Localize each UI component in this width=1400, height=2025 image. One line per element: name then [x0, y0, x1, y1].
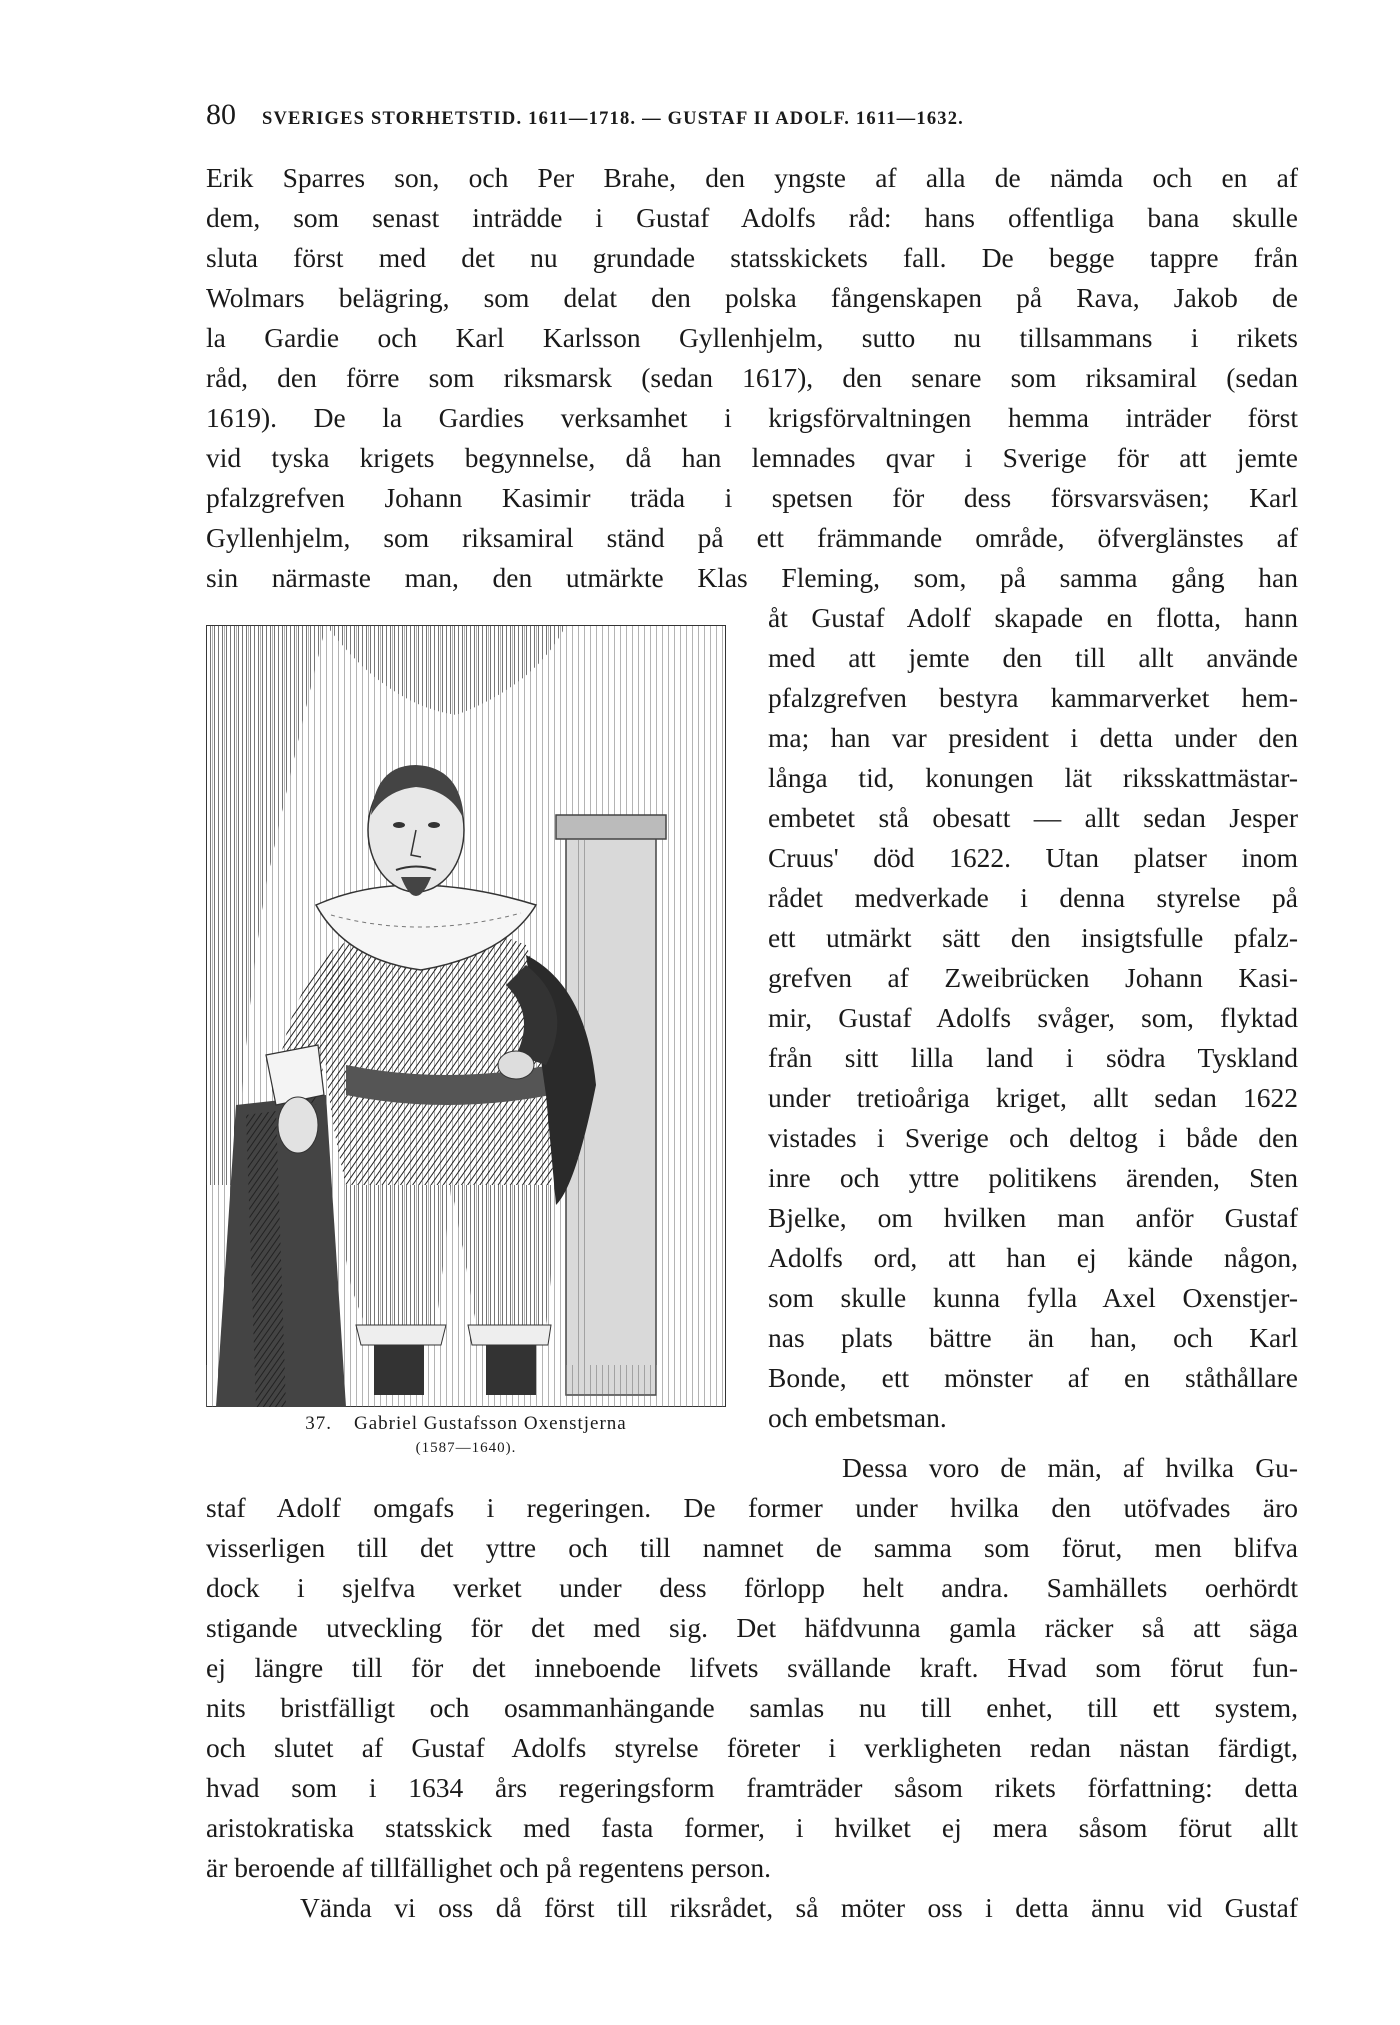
text-line: hvad som i 1634 års regeringsform framträder såsom rikets författning: detta	[206, 1772, 1298, 1803]
text-line: aristokratiska statsskick med fasta former, i hvilket ej mera såsom förut allt	[206, 1812, 1298, 1843]
text-line: pfalzgrefven bestyra kammarverket hem-	[768, 682, 1298, 713]
text-line: Wolmars belägring, som delat den polska fångenskapen på Rava, Jakob de	[206, 282, 1298, 313]
text-line: från sitt lilla land i södra Tyskland	[768, 1042, 1298, 1073]
text-line: Bonde, ett mönster af en ståthållare	[768, 1362, 1298, 1393]
text-line: sluta först med det nu grundade statsskickets fall. De begge tappre från	[206, 242, 1298, 273]
text-line: mir, Gustaf Adolfs svåger, som, flyktad	[768, 1002, 1298, 1033]
text-line: Bjelke, om hvilken man anför Gustaf	[768, 1202, 1298, 1233]
text-line: vistades i Sverige och deltog i både den	[768, 1122, 1298, 1153]
page-number: 80	[206, 98, 236, 131]
text-line: dock i sjelfva verket under dess förlopp helt andra. Samhällets oerhördt	[206, 1572, 1298, 1603]
text-line: är beroende af tillfällighet och på regentens person.	[206, 1852, 772, 1883]
text-line: som skulle kunna fylla Axel Oxenstjer-	[768, 1282, 1298, 1313]
text-line: ett utmärkt sätt den insigtsfulle pfalz-	[768, 922, 1298, 953]
text-line: 1619). De la Gardies verksamhet i krigsförvaltningen hemma inträder först	[206, 402, 1298, 433]
text-line: Gyllenhjelm, som riksamiral ständ på ett främmande område, öfverglänstes af	[206, 522, 1298, 553]
text-line: långa tid, konungen lät riksskattmästar-	[768, 762, 1298, 793]
text-line: pfalzgrefven Johann Kasimir träda i spetsen för dess försvarsväsen; Karl	[206, 482, 1298, 513]
figure-number: 37.	[305, 1413, 333, 1434]
running-head	[206, 98, 1296, 138]
figure-dates: (1587—1640).	[415, 1440, 517, 1456]
figure-caption-text: Gabriel Gustafsson Oxenstjerna	[354, 1413, 627, 1434]
running-title: SVERIGES STORHETSTID. 1611—1718. — GUSTAF II ADOLF. 1611—1632.	[262, 109, 965, 129]
engraved-portrait-illustration	[206, 625, 726, 1407]
text-line: och slutet af Gustaf Adolfs styrelse företer i verkligheten redan nästan färdigt,	[206, 1732, 1298, 1763]
text-line: sin närmaste man, den utmärkte Klas Fleming, som, på samma gång han	[206, 562, 1298, 593]
text-line: staf Adolf omgafs i regeringen. De former under hvilka den utöfvades äro	[206, 1492, 1298, 1523]
text-line: stigande utveckling för det med sig. Det häfdvunna gamla räcker så att säga	[206, 1612, 1298, 1643]
text-line: rådet medverkade i denna styrelse på	[768, 882, 1298, 913]
portrait-figure	[206, 625, 726, 1407]
text-line: Vända vi oss då först till riksrådet, så möter oss i detta ännu vid Gustaf	[300, 1892, 1298, 1923]
text-line: nas plats bättre än han, och Karl	[768, 1322, 1298, 1353]
text-line: åt Gustaf Adolf skapade en flotta, hann	[768, 602, 1298, 633]
text-line: embetet stå obesatt — allt sedan Jesper	[768, 802, 1298, 833]
text-line: råd, den förre som riksmarsk (sedan 1617), den senare som riksamiral (sedan	[206, 362, 1298, 393]
text-line: la Gardie och Karl Karlsson Gyllenhjelm, sutto nu tillsammans i rikets	[206, 322, 1298, 353]
text-line: Erik Sparres son, och Per Brahe, den yngste af alla de nämda och en af	[206, 162, 1298, 193]
text-line: grefven af Zweibrücken Johann Kasi-	[768, 962, 1298, 993]
text-line: visserligen till det yttre och till namnet de samma som förut, men blifva	[206, 1532, 1298, 1563]
text-line: och embetsman.	[768, 1402, 947, 1433]
text-line: Dessa voro de män, af hvilka Gu-	[842, 1452, 1298, 1483]
figure-caption	[206, 1410, 726, 1438]
text-line: ej längre till för det inneboende lifvets svällande kraft. Hvad som förut fun-	[206, 1652, 1298, 1683]
text-line: Cruus' död 1622. Utan platser inom	[768, 842, 1298, 873]
text-line: ma; han var president i detta under den	[768, 722, 1298, 753]
text-line: vid tyska krigets begynnelse, då han lemnades qvar i Sverige för att jemte	[206, 442, 1298, 473]
text-line: under tretioåriga kriget, allt sedan 1622	[768, 1082, 1298, 1113]
text-line: med att jemte den till allt använde	[768, 642, 1298, 673]
text-line: dem, som senast inträdde i Gustaf Adolfs råd: hans offentliga bana skulle	[206, 202, 1298, 233]
text-line: inre och yttre politikens ärenden, Sten	[768, 1162, 1298, 1193]
text-line: Adolfs ord, att han ej kände någon,	[768, 1242, 1298, 1273]
text-line: nits bristfälligt och osammanhängande samlas nu till enhet, till ett system,	[206, 1692, 1298, 1723]
